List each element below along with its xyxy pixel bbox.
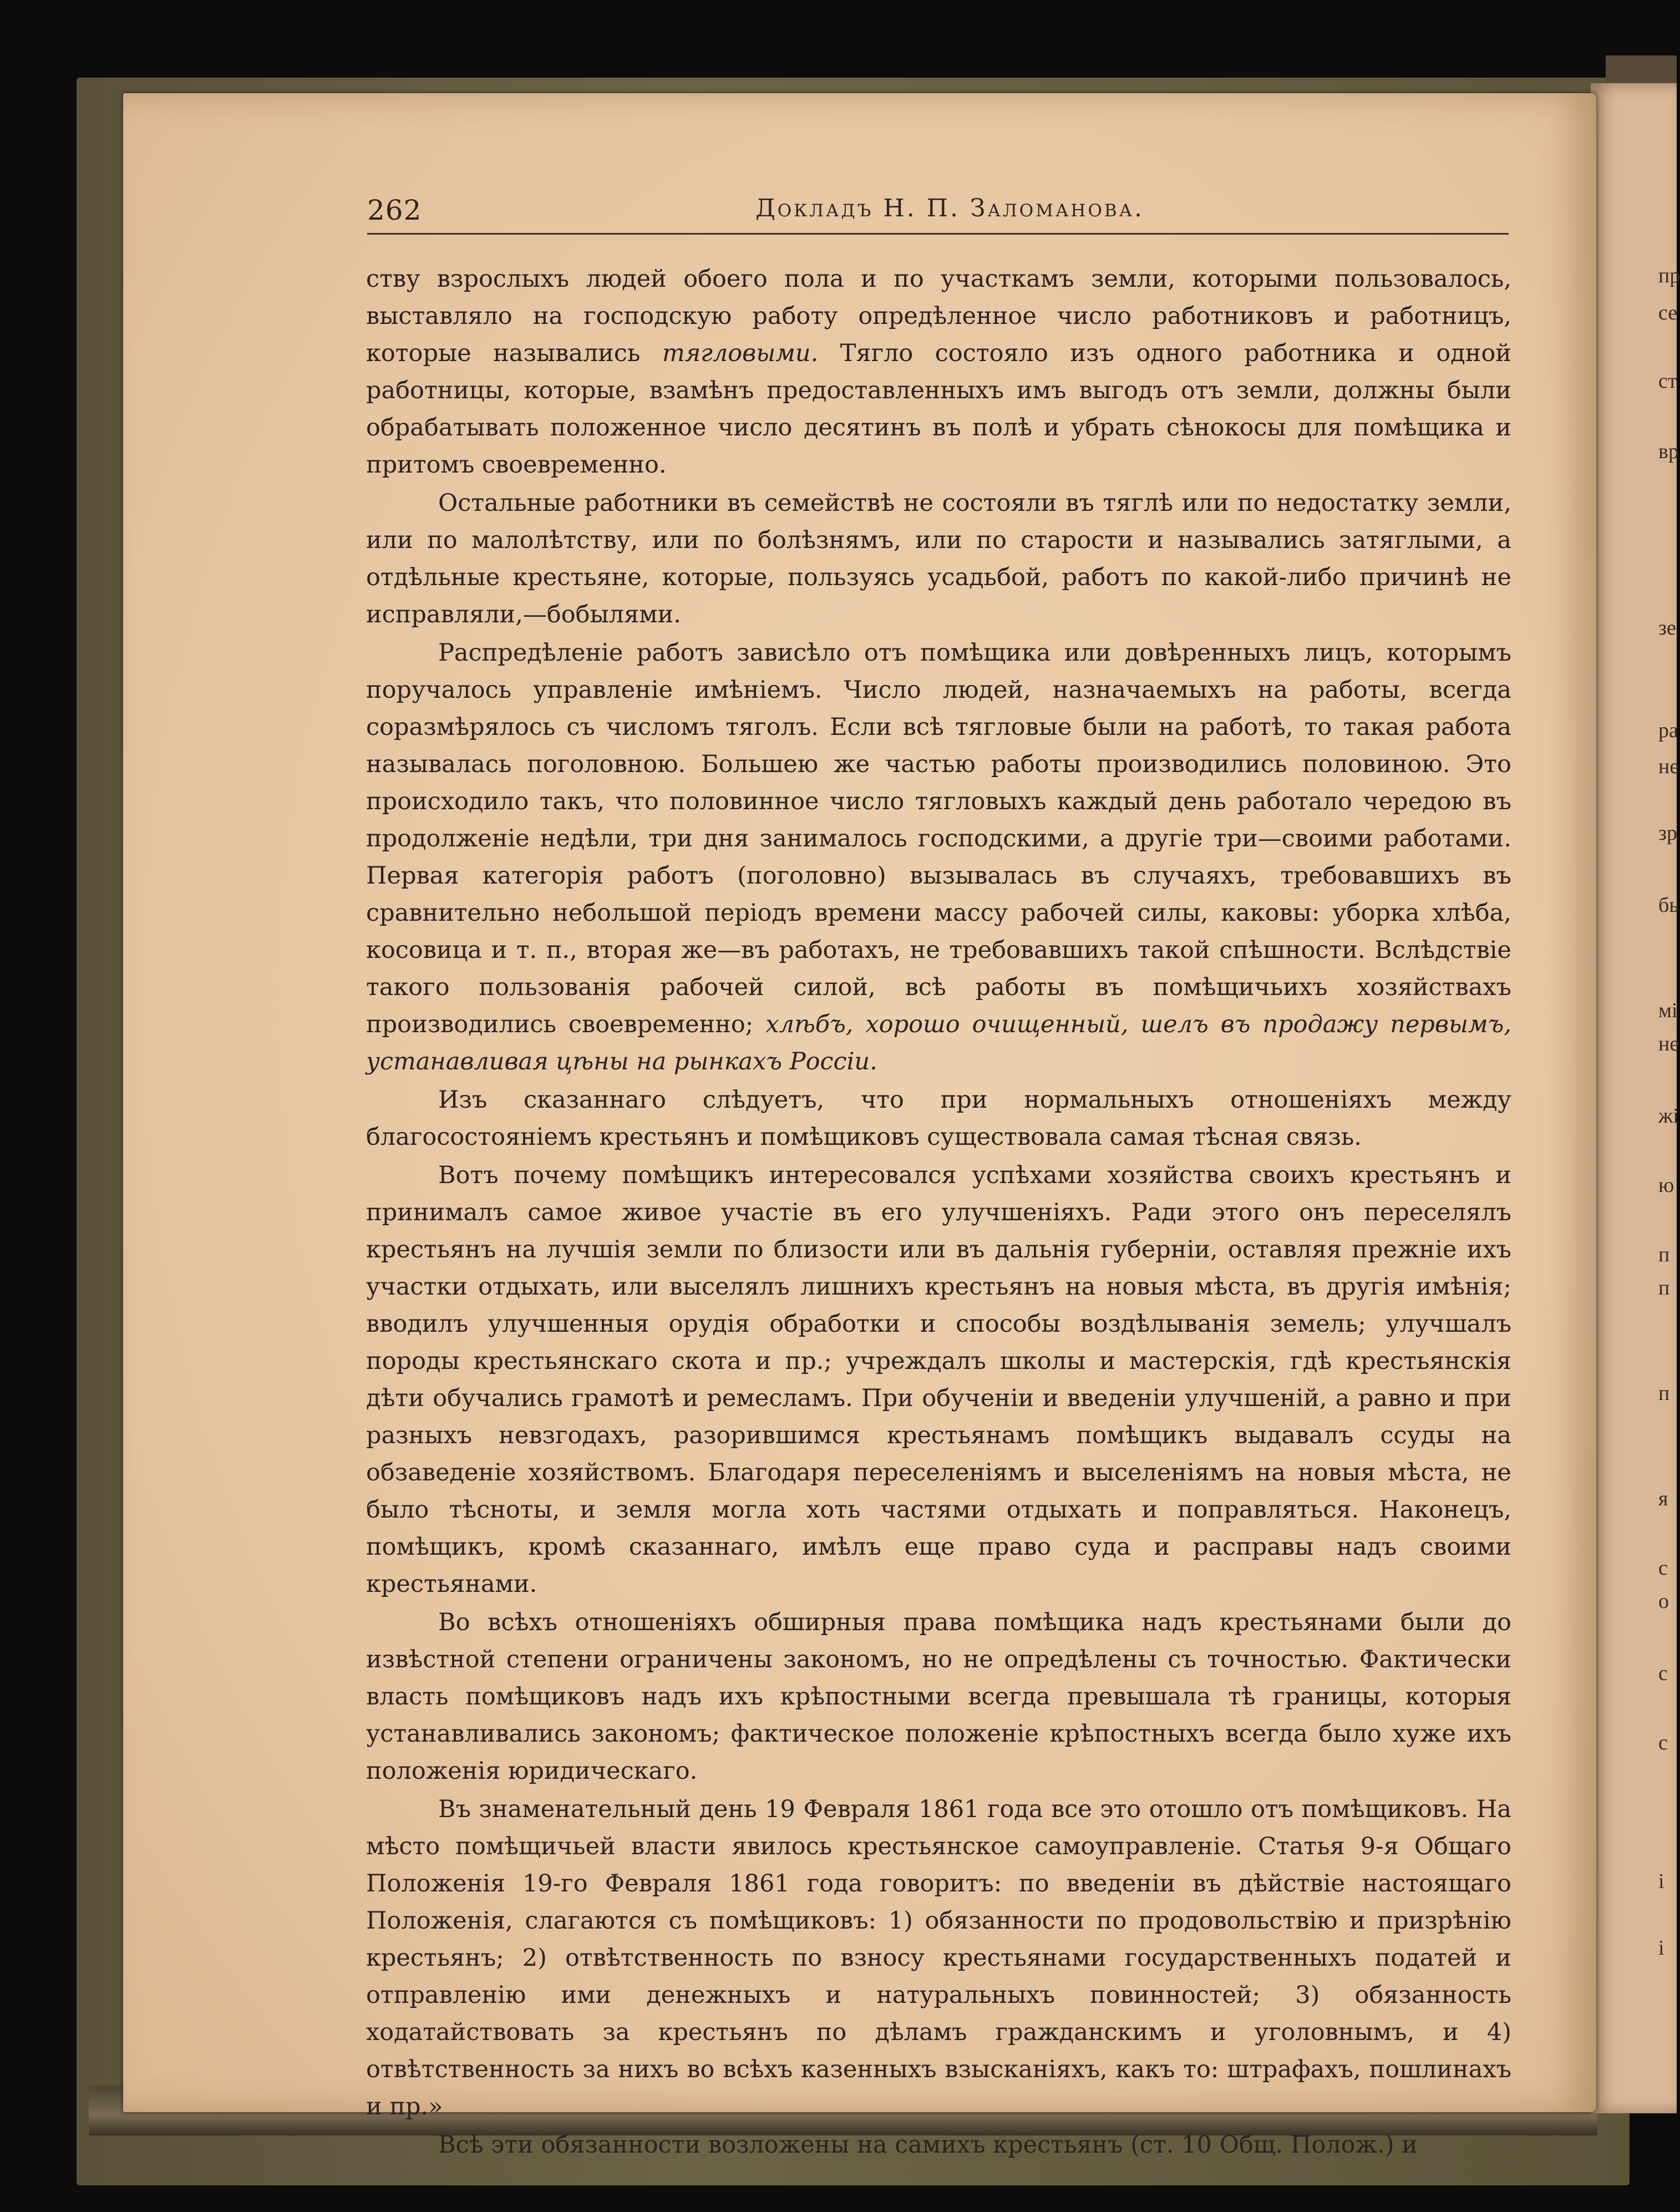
right-page-fragment: с (1658, 1731, 1668, 1754)
right-page-fragment: п (1658, 1276, 1670, 1300)
right-page-fragment: с (1658, 1662, 1668, 1685)
right-page-fragment: вр (1658, 440, 1679, 463)
right-page-fragment: не (1658, 755, 1679, 778)
right-page-fragment: с (1658, 1556, 1668, 1580)
italic-text: хлѣбъ, хорошо очищенный, шелъ въ продажу первымъ, устанавливая цѣны на рынкахъ Россіи. (366, 1011, 1511, 1075)
paragraph (366, 485, 1511, 633)
right-page-fragment: я (1658, 1487, 1668, 1510)
text-segment: Тягло состояло изъ одного работника и одной работницы, которые, взамѣнъ предоставленныхъ имъ выгодъ отъ земли, должны были обрабатывать положенное число десятинъ въ полѣ и убрать сѣнокосы для помѣщика и притомъ своевременно. (366, 339, 1511, 479)
paragraph (366, 261, 1511, 484)
paragraph (366, 1157, 1511, 1603)
right-page-fragment: бь (1658, 894, 1679, 917)
header-rule (367, 233, 1509, 235)
paragraph (366, 1082, 1511, 1156)
right-page-fragment: ра (1658, 719, 1678, 742)
page-number: 262 (367, 194, 422, 226)
text-segment: Распредѣленіе работъ зависѣло отъ помѣщика или довѣренныхъ лицъ, которымъ поручалось управленіе имѣніемъ. Число людей, назначаемыхъ на работы, всегда соразмѣрялось съ числомъ тяголъ. Если всѣ тягловые были на работѣ, то такая работа называлась поголовною. Большею же частью работы производились половиною. Это происходило такъ, что половинное число тягловыхъ каждый день работало чередою въ продолженіе недѣли, три дня занималось господскими, а другіе три—своими работами. Первая категорія работъ (поголовно) вызывалась въ случаяхъ, требовавшихъ въ сравнительно небольшой періодъ времени массу рабочей силы, каковы: уборка хлѣба, косовица и т. п., вторая же—въ работахъ, не требовавшихъ такой спѣшности. Вслѣдствіе такого пользованія рабочей силой, всѣ работы въ помѣщичьихъ хозяйствахъ производились своевременно; (366, 639, 1511, 1038)
right-page-fragment: жі (1658, 1104, 1679, 1128)
right-page-fragment: мі (1658, 999, 1678, 1022)
text-segment: Изъ сказаннаго слѣдуетъ, что при нормальныхъ отношеніяхъ между благосостояніемъ крестьянъ и помѣщиковъ существовала самая тѣсная связь. (366, 1086, 1511, 1151)
paragraph (366, 1791, 1511, 2125)
right-page-fragment: і (1658, 1870, 1664, 1893)
text-segment: ству взрослыхъ людей обоего пола и по участкамъ земли, которыми пользовалось, выставляло на господскую работу опредѣленное число работниковъ и работницъ, которые назывались (366, 265, 1511, 367)
right-page-fragment: не (1658, 1032, 1679, 1056)
paragraph (366, 2127, 1511, 2164)
running-title: Докладъ Н. П. Заломанова. (755, 194, 1145, 222)
right-page-fragment: ст (1658, 369, 1677, 393)
page-header (367, 194, 1509, 239)
right-page-fragment: о (1658, 1590, 1669, 1613)
italic-text: тягловыми. (662, 339, 819, 367)
text-segment: Остальные работники въ семействѣ не состояли въ тяглѣ или по недостатку земли, или по малолѣтству, или по болѣзнямъ, или по старости и назывались затяглыми, а отдѣльные крестьяне, которые, пользуясь усадьбой, работъ по какой-либо причинѣ не исправляли,—бобылями. (366, 489, 1511, 628)
right-page-fragment: пр (1658, 264, 1680, 287)
right-page-fragment: се (1658, 301, 1678, 324)
right-page-fragment: п (1658, 1243, 1670, 1266)
text-segment: Всѣ эти обязанности возложены на самихъ крестьянъ (ст. 10 Общ. Полож.) и (438, 2131, 1418, 2159)
right-page-fragment: п (1658, 1382, 1670, 1405)
paragraph (366, 1604, 1511, 1790)
right-page-fragment: зе (1658, 616, 1676, 640)
right-page-fragment: і (1658, 1936, 1664, 1960)
paragraph (366, 635, 1511, 1080)
right-page-fragment: зр (1658, 821, 1678, 845)
right-page-fragment: ю (1658, 1174, 1674, 1197)
text-segment: Въ знаменательный день 19 Февраля 1861 года все это отошло отъ помѣщиковъ. На мѣсто помѣщичьей власти явилось крестьянское самоуправленіе. Статья 9-я Общаго Положенія 19-го Февраля 1861 года говоритъ: по введеніи въ дѣйствіе настоящаго Положенія, слагаются съ помѣщиковъ: 1) обязанности по продовольствію и призрѣнію крестьянъ; 2) отвѣтственность по взносу крестьянами государственныхъ податей и отправленію ими денежныхъ и натуральныхъ повинностей; 3) обязанность ходатайствовать за крестьянъ по дѣламъ гражданскимъ и уголовнымъ, и 4) отвѣтственность за нихъ во всѣхъ казенныхъ взысканіяхъ, какъ то: штрафахъ, пошлинахъ и пр.» (366, 1795, 1511, 2120)
text-segment: Вотъ почему помѣщикъ интересовался успѣхами хозяйства своихъ крестьянъ и принималъ самое живое участіе въ его улучшеніяхъ. Ради этого онъ переселялъ крестьянъ на лучшія земли по близости или въ дальнія губерніи, оставляя прежніе ихъ участки отдыхать, или выселялъ лишнихъ крестьянъ на новыя мѣста, въ другія имѣнія; вводилъ улучшенныя орудія обработки и способы воздѣлыванія земель; улучшалъ породы крестьянскаго скота и пр.; учреждалъ школы и мастерскія, гдѣ крестьянскія дѣти обучались грамотѣ и ремесламъ. При обученіи и введеніи улучшеній, а равно и при разныхъ невзгодахъ, разорившимся крестьянамъ помѣщикъ выдавалъ ссуды на обзаведеніе хозяйствомъ. Благодаря переселеніямъ и выселеніямъ на новыя мѣста, не было тѣсноты, и земля могла хоть частями отдыхать и поправляться. Наконецъ, помѣщикъ, кромѣ сказаннаго, имѣлъ еще право суда и расправы надъ своими крестьянами. (366, 1161, 1511, 1598)
text-segment: Во всѣхъ отношеніяхъ обширныя права помѣщика надъ крестьянами были до извѣстной степени ограничены закономъ, но не опредѣлены съ точностью. Фактически власть помѣщиковъ надъ ихъ крѣпостными всегда превышала тѣ границы, которыя устанавливались закономъ; фактическое положеніе крѣпостныхъ всегда было хуже ихъ положенія юридическаго. (366, 1609, 1511, 1785)
body-text (366, 261, 1511, 2164)
